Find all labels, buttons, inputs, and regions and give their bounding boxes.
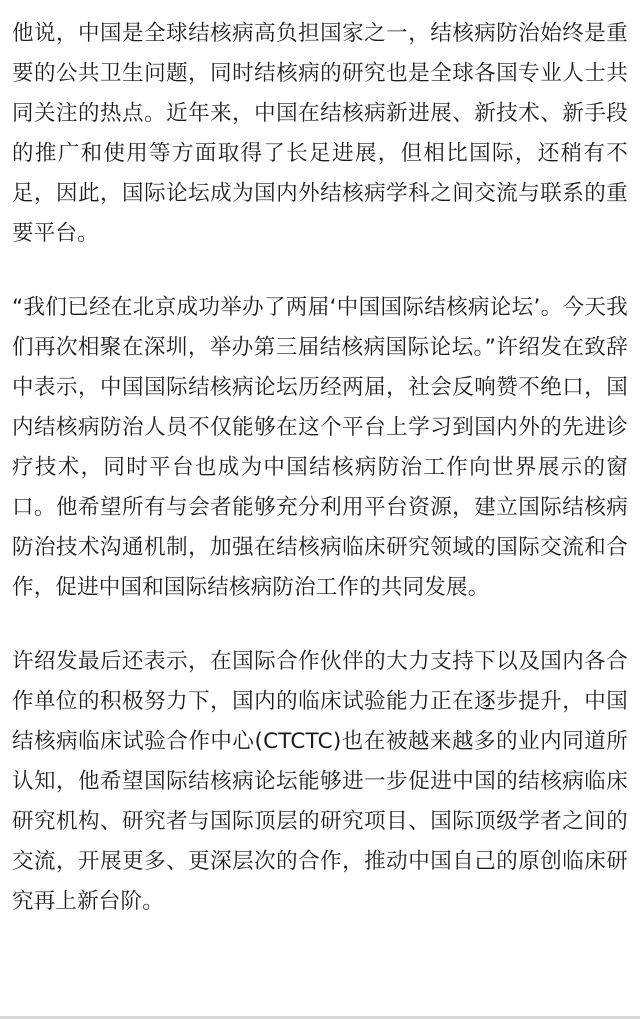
paragraph-2: “我们已经在北京成功举办了两届‘中国国际结核病论坛’。今天我们再次相聚在深圳，举办第三届结核病国际论坛。”许绍发在致辞中表示，中国国际结核病论坛历经两届，社会反响赞不绝口，国内结核病防治人员不仅能够在这个平台上学习到国内外的先进诊疗技术，同时平台也成为中国结核病防治工作向世界展示的窗口。他希望所有与会者能够充分利用平台资源，建立国际结核病防治技术沟通机制，加强在结核病临床研究领域的国际交流和合作，促进中国和国际结核病防治工作的共同发展。 bbox=[12, 295, 628, 600]
paragraph-3: 许绍发最后还表示，在国际合作伙伴的大力支持下以及国内各合作单位的积极努力下，国内的临床试验能力正在逐步提升，中国结核病临床试验合作中心(CTCTC)也在被越来越多的业内同道所认知，他希望国际结核病论坛能够进一步促进中国的结核病临床研究机构、研究者与国际顶层的研究项目、国际顶级学者之间的交流，开展更多、更深层次的合作，推动中国自己的原创临床研究再上新台阶。 bbox=[12, 649, 628, 914]
paragraph-1: 他说，中国是全球结核病高负担国家之一，结核病防治始终是重要的公共卫生问题，同时结核病的研究也是全球各国专业人士共同关注的热点。近年来，中国在结核病新进展、新技术、新手段的推广和使用等方面取得了长足进展，但相比国际，还稍有不足，因此，国际论坛成为国内外结核病学科之间交流与联系的重要平台。 bbox=[12, 21, 628, 246]
